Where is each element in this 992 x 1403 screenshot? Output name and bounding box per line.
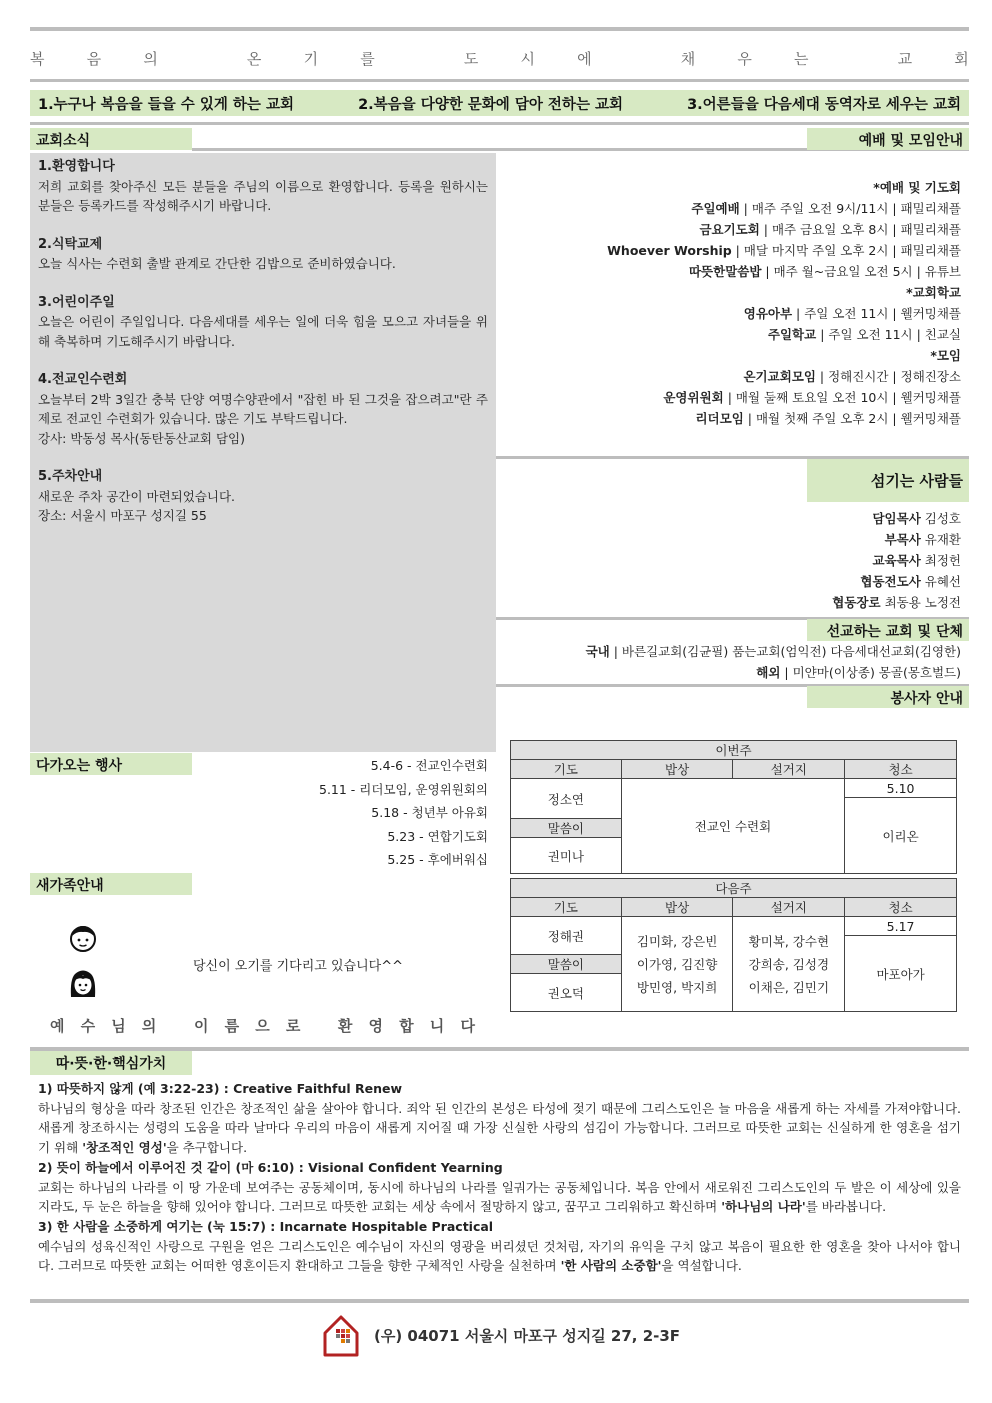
welcome-char [173,1015,178,1036]
motto-char: 교 [897,50,913,68]
worship-title: 예배 및 모임안내 [807,128,969,150]
staff-row: 협동장로 최동용 노정전 [832,595,961,610]
event-item: 5.25 - 후에버워십 [387,852,488,868]
worship-row: 운영위원회 | 매월 둘째 토요일 오전 10시 | 웰커밍채플 [663,390,961,405]
vision-1: 1.누구나 복음을 들을 수 있게 하는 교회 [38,96,294,113]
boy-icon [67,922,99,954]
church-motto [30,48,969,69]
motto-char: 음 [86,50,102,68]
motto-char: 복 [30,50,45,68]
staff-row: 부목사 유재환 [884,532,961,547]
welcome-char: 님 [111,1017,126,1035]
top-rule [30,27,969,31]
welcome-char: 름 [224,1017,240,1035]
news-heading: 1.환영합니다 [38,159,115,174]
staff-row: 협동전도사 유혜선 [860,574,961,589]
event-item: 5.4-6 - 전교인수련회 [370,758,488,773]
events-title: 다가오는 행사 [30,753,192,775]
value-body: 교회는 하나님의 나라를 이 땅 가운데 보여주는 공동체이며, 동시에 하나님의 나라를 일궈가는 공동체입니다. 복음 안에서 새로워진 그리스도인의 두 발은 이 세상에 있을 지라도, 두 눈은 하늘을 향해 있어야 합니다. 그러므로 따뜻한 교회는 세상 속에서 절망하지 않고, 꿈꾸고 그리워하고 확신하며 '하나님의 나라'를 바라봅니다. [38,1179,961,1215]
bottom-rule [30,1299,969,1303]
meal-dish-name: 전교인 수련회 [621,779,844,874]
event-item: 5.23 - 연합기도회 [387,828,488,844]
col-dishes: 설거지 [733,760,845,779]
news-item [38,157,488,216]
values-section [38,1079,961,1276]
mission-list [500,641,961,683]
news-item [38,293,488,352]
volunteers-title: 봉사자 안내 [807,686,969,708]
worship-row: Whoever Worship | 매달 마지막 주일 오후 2시 | 패밀리채플 [607,243,961,258]
worship-row: 영유아부 | 주일 오전 11시 | 웰커밍채플 [743,306,961,321]
news-heading: 5.주차안내 [38,469,103,484]
vision-bar [30,90,969,116]
col-cleaning: 청소 [845,898,957,917]
motto-char [851,48,856,69]
events-list [260,754,488,872]
footer [322,1313,680,1357]
news-item [38,467,488,526]
welcome-char: 으 [255,1017,270,1035]
motto-char: 의 [143,50,158,68]
news-extra: 강사: 박동성 목사(동탄동산교회 담임) [38,430,246,446]
news-panel [30,153,496,752]
sermon-label: 말씀이 [511,819,622,838]
col-prayer: 기도 [511,760,622,779]
news-body: 저희 교회를 찾아주신 모든 분들을 주님의 이름으로 환영합니다. 등록을 원하시는 분들은 등록카드를 작성해주시기 바랍니다. [38,178,488,213]
col-meal: 밥상 [621,760,733,779]
news-body: 새로운 주차 공간이 마련되었습니다. [38,488,236,504]
sermon-name: 권오덕 [511,974,622,1012]
motto-char: 에 [577,50,592,68]
news-body: 오늘은 어린이 주일입니다. 다음세대를 세우는 일에 더욱 힘을 모으고 자녀들을 위해 축복하며 기도해주시기 바랍니다. [38,314,488,349]
welcome-char: 영 [368,1017,384,1035]
value-body: 하나님의 형상을 따라 창조된 인간은 창조적인 삶을 살아야 합니다. 죄악 된 인간의 본성은 타성에 젖기 때문에 그리스도인은 늘 마음을 새롭게 하는 자세를 가져야합니다. 새롭게 창조하시는 성령의 도움을 따라 날마다 우리의 마음이 새롭게 지어질 때 가장 신실한 사랑의 섬김이 가능합니다. 그러므로 따뜻한 교회는 신실하게 한 영혼을 섬기기 위해 '창조적인 영성'을 추구합니다. [38,1100,961,1156]
motto-char: 채 [680,50,696,68]
staff-row: 교육목사 최정헌 [872,553,961,568]
news-item [38,235,488,274]
worship-row: 온기교회모임 | 정해진시간 | 정해진장소 [743,369,961,384]
cleaner-name: 마포아가 [845,936,957,1012]
news-heading: 4.전교인수련회 [38,372,128,387]
news-item [38,370,488,448]
col-meal: 밥상 [621,898,733,917]
motto-char: 기 [303,50,319,68]
mission-domestic: 국내 | 바른길교회(김균필) 품는교회(엄익전) 다음세대선교회(김영한) [585,644,961,659]
meal-names: 김미화, 강은빈 이가영, 김진향 방민영, 박지희 [621,917,733,1012]
worship-row: 주일예배 | 매주 주일 오전 9시/11시 | 패밀리채플 [691,201,961,216]
values-title: 따·뜻·한·핵심가치 [30,1051,192,1075]
motto-char [417,48,422,69]
news-body: 오늘 식사는 수련회 출발 관계로 간단한 김밥으로 준비하였습니다. [38,256,396,271]
value-heading: 1) 따뜻하지 않게 (예 3:22-23) : Creative Faithful Renew [38,1081,403,1096]
news-title: 교회소식 [30,128,192,150]
this-week-header: 이번주 [511,741,957,760]
col-prayer: 기도 [511,898,622,917]
worship-list [500,177,961,429]
vision-2: 2.복음을 다양한 문화에 담아 전하는 교회 [358,96,624,113]
motto-char: 를 [360,50,375,68]
volunteer-table-next-week [510,878,957,1012]
motto-char: 도 [463,50,479,68]
welcome-char: 합 [399,1017,414,1035]
motto-char: 회 [954,50,969,68]
newfamily-message: 당신이 오기를 기다리고 있습니다^^ [193,959,403,974]
motto-rule [30,79,969,82]
worship-row: 리더모임 | 매월 첫째 주일 오후 2시 | 웰커밍채플 [695,411,961,426]
motto-char: 는 [794,50,809,68]
motto-char: 우 [737,50,752,68]
motto-char [200,48,205,69]
event-item: 5.18 - 청년부 아유회 [371,805,488,821]
worship-group-title: *교회학교 [906,285,961,300]
girl-icon [67,967,99,999]
welcome-char: 의 [141,1017,157,1035]
news-heading: 3.어린이주일 [38,294,115,310]
cleaner-name: 이리온 [845,798,957,874]
church-house-logo-icon [322,1313,360,1357]
welcome-char: 예 [50,1017,65,1035]
clean-date: 5.10 [845,779,957,798]
motto-char [634,48,639,69]
vision-rule [30,122,969,125]
prayer-name: 정소연 [511,779,622,819]
welcome-char: 다 [460,1017,475,1035]
next-week-header: 다음주 [511,879,957,898]
news-heading: 2.식탁교제 [38,236,103,252]
worship-row: 주일학교 | 주일 오전 11시 | 친교실 [767,327,961,342]
motto-char: 시 [520,50,535,68]
newfamily-title: 새가족안내 [30,873,192,895]
prayer-name: 정해권 [511,917,622,955]
welcome-char: 이 [193,1017,209,1035]
clean-date: 5.17 [845,917,957,936]
welcome-char [317,1015,322,1036]
news-body: 오늘부터 2박 3일간 충북 단양 여명수양관에서 "잡힌 바 된 그것을 잡으려고"란 주제로 전교인 수련회가 있습니다. 많은 기도 부탁드립니다. [38,391,488,426]
dish-names: 황미복, 강수현 강희송, 김성경 이채은, 김민기 [733,917,845,1012]
welcome-char: 수 [80,1017,96,1035]
welcome-char: 환 [337,1017,353,1035]
worship-row: 금요기도회 | 매주 금요일 오후 8시 | 패밀리채플 [699,222,961,237]
welcome-char: 니 [429,1017,445,1035]
value-body: 예수님의 성육신적인 사랑으로 구원을 얻은 그리스도인은 예수님이 자신의 영광을 버리셨던 것처럼, 자기의 유익을 구치 않고 복음이 필요한 한 영혼을 찾아 나서야 합니다. 그러므로 따뜻한 교회는 어떠한 영혼이든지 환대하고 그들을 향한 구체적인 사랑을 실천하며 '한 사람의 소중함'을 역설합니다. [38,1238,961,1274]
sermon-label: 말씀이 [511,955,622,974]
motto-char: 온 [246,50,262,68]
event-item: 5.11 - 리더모임, 운영위원회의 [319,781,488,797]
mission-title: 선교하는 교회 및 단체 [807,619,969,641]
staff-title: 섬기는 사람들 [807,459,969,502]
volunteer-table-this-week [510,740,957,874]
value-heading: 2) 뜻이 하늘에서 이루어진 것 같이 (마 6:10) : Visional Confident Yearning [38,1159,503,1175]
value-heading: 3) 한 사람을 소중하게 여기는 (눅 15:7) : Incarnate Hospitable Practical [38,1218,494,1234]
worship-group-title: *예배 및 기도회 [873,180,961,195]
vision-3: 3.어른들을 다음세대 동역자로 세우는 교회 [687,96,961,113]
mission-overseas: 해외 | 미얀마(이상종) 몽골(몽흐벌드) [756,665,961,680]
news-extra: 장소: 서울시 마포구 성지길 55 [38,508,207,523]
staff-row: 담임목사 김성호 [872,511,961,526]
staff-list [500,508,961,613]
welcome-char: 로 [285,1017,301,1035]
welcome-banner [50,1015,475,1036]
col-cleaning: 청소 [845,760,957,779]
worship-group-title: *모임 [930,348,961,363]
footer-address: (우) 04071 서울시 마포구 성지길 27, 2-3F [374,1326,681,1345]
worship-row: 따뜻한말씀밥 | 매주 월~금요일 오전 5시 | 유튜브 [688,264,961,279]
col-dishes: 설거지 [733,898,845,917]
sermon-name: 권미나 [511,838,622,874]
